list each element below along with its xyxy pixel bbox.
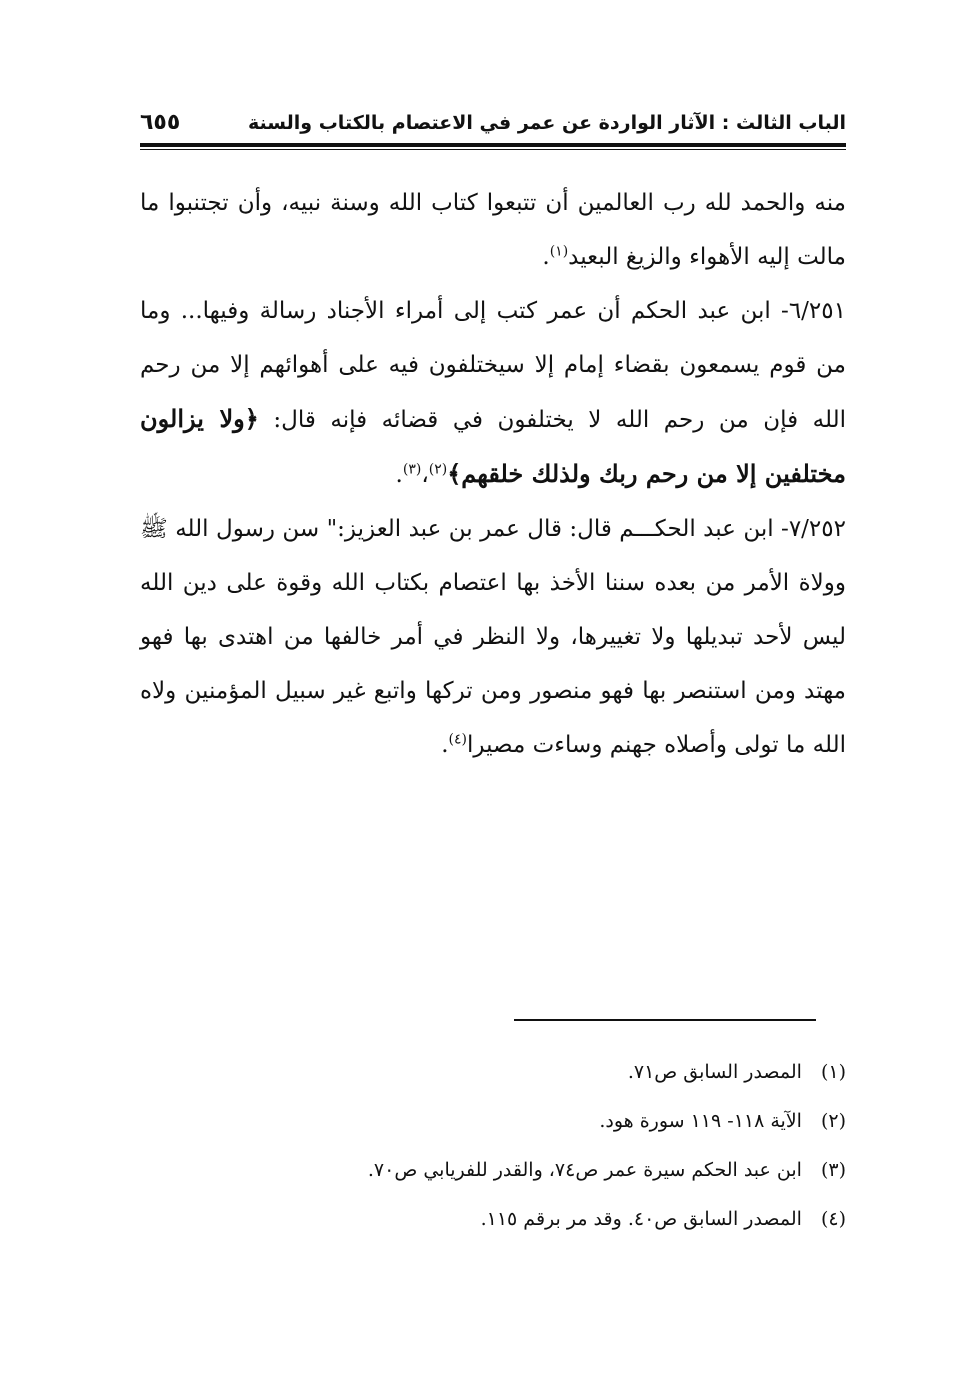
paragraph-3-end: . (441, 732, 449, 758)
header-rule-thick (140, 143, 846, 147)
footnote-separator (514, 1019, 816, 1021)
page-number: ٦٥٥ (140, 110, 181, 135)
paragraph-1-text: منه والحمد لله رب العالمين أن تتبعوا كتاب الله وسنة نبيه، وأن تجتنبوا ما مالت إليه الأهواء والزيغ البعيد (140, 190, 846, 270)
footnote-ref-separator: ، (421, 462, 429, 488)
main-text (140, 176, 846, 772)
footnote-number: (١) (820, 1061, 846, 1083)
footnote-ref-1[interactable]: (١) (549, 243, 569, 260)
footnote-2 (140, 1097, 846, 1146)
header-rule-thin (140, 149, 846, 150)
footnote-ref-2[interactable]: (٢) (428, 461, 448, 478)
footnote-number: (٢) (820, 1110, 846, 1132)
footnote-1 (140, 1048, 846, 1097)
footnote-ref-4[interactable]: (٤) (448, 731, 467, 748)
footnote-ref-3[interactable]: (٣) (402, 461, 422, 478)
paragraph-2-end: . (395, 462, 403, 488)
paragraph-3 (140, 502, 846, 772)
footnote-4 (140, 1195, 846, 1244)
footnote-number: (٤) (820, 1208, 846, 1230)
paragraph-2 (140, 284, 846, 502)
running-head-title: الباب الثالث : الآثار الواردة عن عمر في الاعتصام بالكتاب والسنة (248, 112, 846, 134)
footnotes (140, 1048, 846, 1244)
paragraph-1-end: . (542, 244, 550, 270)
paragraph-3-text: ٧/٢٥٢- ابن عبد الحكـــم قال: قال عمر بن عبد العزيز:" سن رسول الله ﷺ وولاة الأمر من بعده سننا الأخذ بها اعتصام بكتاب الله وقوة على دين الله ليس لأحد تبديلها ولا تغييرها، ولا النظر في أمر خالفها من اهتدى بها فهو مهتد ومن استنصر بها فهو منصور ومن تركها واتبع غير سبيل المؤمنين ولاه الله ما تولى وأصلاه جهنم وساءت مصيرا (140, 516, 846, 758)
paragraph-1 (140, 176, 846, 284)
paragraph-2-text: ٦/٢٥١- ابن عبد الحكم أن عمر كتب إلى أمراء الأجناد رسالة وفيها... وما من قوم يسمعون بقضاء إمام إلا سيختلفون فيه على أهوائهم إلا من رحم الله فإن من رحم الله لا يختلفون في قضائه فإنه قال: (140, 298, 847, 433)
footnote-text: ابن عبد الحكم سيرة عمر ص٧٤، والقدر للفريابي ص٧٠. (367, 1159, 802, 1181)
footnote-3 (140, 1146, 846, 1195)
footnote-text: المصدر السابق ص٤٠. وقد مر برقم ١١٥. (480, 1208, 802, 1230)
footnote-text: المصدر السابق ص٧١. (627, 1061, 802, 1083)
page-header (140, 108, 846, 144)
footnote-number: (٣) (820, 1159, 846, 1181)
footnote-text: الآية ١١٨- ١١٩ سورة هود. (599, 1110, 802, 1132)
quran-verse: ﴿ولا يزالون مختلفين إلا من رحم ربك ولذلك خلقهم﴾ (140, 404, 846, 488)
